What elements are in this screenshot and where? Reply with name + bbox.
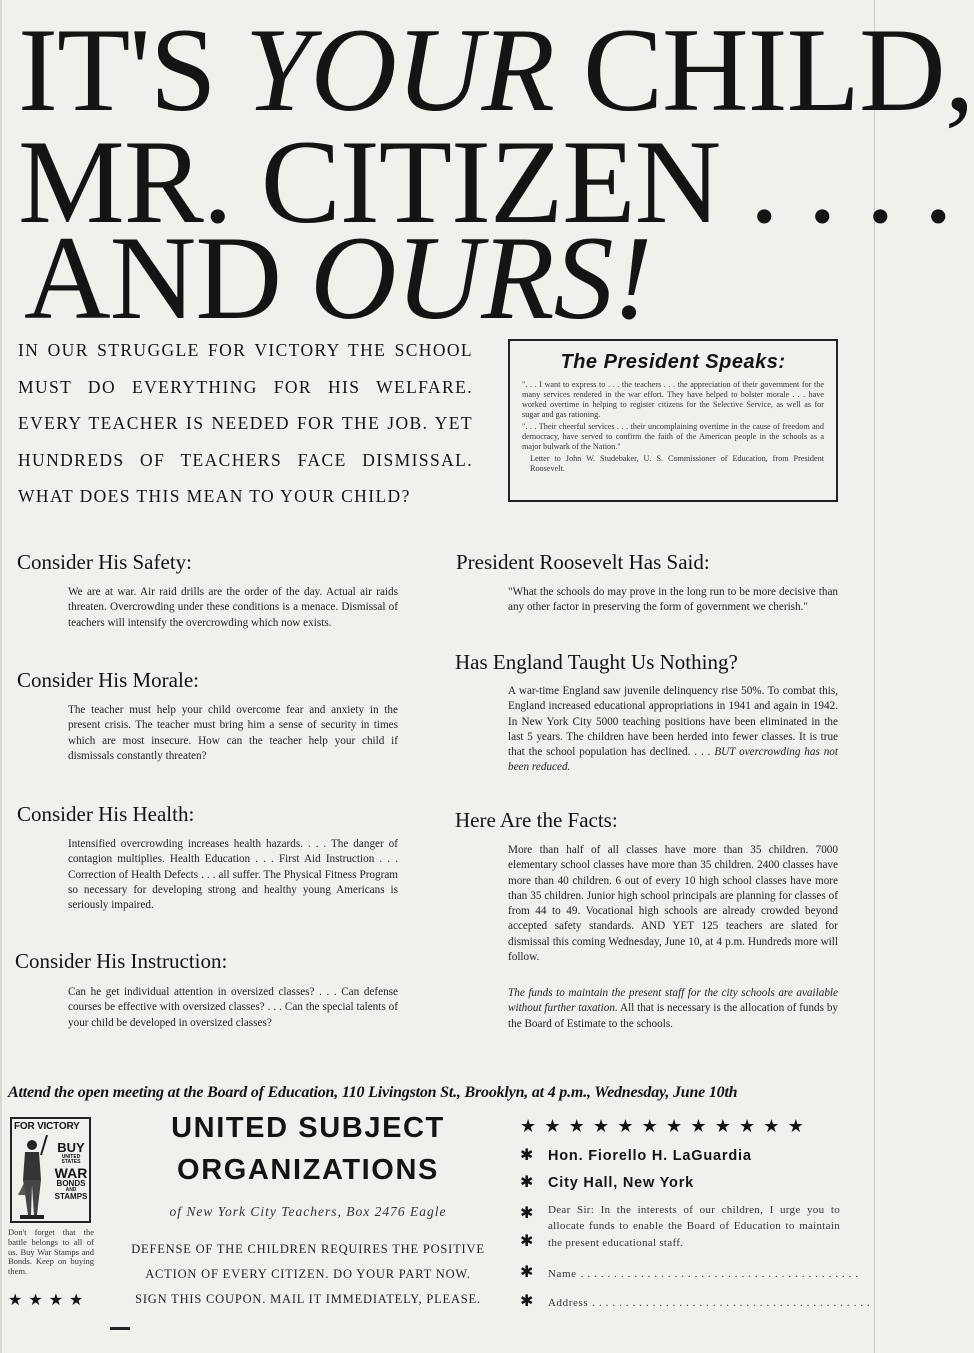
page-edge-left — [0, 0, 2, 1353]
divider-dash — [110, 1327, 130, 1330]
coupon-location: City Hall, New York — [548, 1175, 695, 1191]
section-body-health: Intensified overcrowding increases health hazards. . . . The danger of contagion multiplies. Health Education . . . First Aid Instruction . . . Correction of Health Defects . . . all suffer. The Physical Fitness Program so necessary for developing strong and healthy young Americans is seriously impaired. — [68, 838, 398, 912]
section-heading-england: Has England Taught Us Nothing? — [455, 650, 738, 674]
poster-and: AND — [65, 1187, 77, 1193]
section-heading-health: Consider His Health: — [17, 802, 195, 826]
coupon-address-label: Address — [548, 1297, 589, 1309]
coupon-addressee-row — [520, 1145, 752, 1165]
section-body-england — [508, 684, 838, 776]
intro-line: HUNDREDS OF TEACHERS FACE DISMISSAL. — [18, 449, 473, 470]
meeting-announcement: Attend the open meeting at the Board of Education, 110 Livingston St., Brooklyn, at 4 p.m., Wednesday, June 10th — [8, 1084, 738, 1101]
president-quote-attribution: Letter to John W. Studebaker, U. S. Commissioner of Education, from President Roosevelt. — [530, 454, 824, 473]
section-heading-morale: Consider His Morale: — [17, 668, 199, 692]
poster-war: WAR — [54, 1165, 88, 1181]
decorative-stars: ★★★★ — [8, 1292, 90, 1309]
defense-line-2: ACTION OF EVERY CITIZEN. DO YOUR PART NOW. — [145, 1267, 471, 1281]
headline-line-2: MR. CITIZEN . . . . — [18, 115, 953, 248]
poster-buy: BUY — [57, 1140, 85, 1155]
coupon-letter: Dear Sir: In the interests of our children, I urge you to allocate funds to enable the Board of Education to maintain the present educational staff. — [548, 1204, 840, 1249]
section-body-facts: More than half of all classes have more than 35 children. 7000 elementary school classes have more than 35 children. 2400 classes have more than 40 children. 6 out of every 10 high school classes have more than 35 children. Junior high school principals are planning for classes of from 44 to 49. Vocational high schools are already crowded beyond accepted safety standards. AND YET 125 teachers are slated for dismissal this coming Wednesday, June 10, at 4 p.m. Hundreds more will follow. — [508, 844, 838, 964]
org-name-line-1: UNITED SUBJECT — [171, 1112, 445, 1144]
funds-emphasis: The funds to maintain the present staff for the city schools are available without further taxation. — [508, 987, 838, 1015]
president-speaks-box — [508, 339, 838, 502]
intro-line: MUST DO EVERYTHING FOR HIS WELFARE. — [18, 376, 473, 397]
war-stamps-note: Don't forget that the battle belongs to all of us. Buy War Stamps and Bonds. Keep on buying them. — [8, 1227, 94, 1277]
poster-top-text: FOR VICTORY — [14, 1121, 80, 1132]
star-icon: ✱ — [520, 1293, 534, 1310]
president-quote: ". . . Their cheerful services . . . their uncomplaining overtime in the cause of freedom and democracy, have served to confirm the faith of the American people in the schools as a major bulwark of the Nation." — [522, 422, 824, 451]
poster-buy-block — [52, 1141, 90, 1201]
coupon-name-dots: . . . . . . . . . . . . . . . . . . . . . . . . . . . . . . . . . . . . . . . . . . — [580, 1268, 859, 1280]
intro-line: WHAT DOES THIS MEAN TO YOUR CHILD? — [18, 486, 411, 507]
poster-united-states: UNITED STATES — [61, 1154, 81, 1165]
funds-text: All that is necessary is the allocation of funds by the Board of Estimate to the schools. — [508, 1002, 839, 1030]
poster-stamps: STAMPS — [54, 1192, 88, 1201]
england-text: A war-time England saw juvenile delinquency rise 50%. To combat this, England increased educational appropriations in 1941 and again in 1942. In New York City 5000 teaching positions have been eliminated in the last 5 years. The children have been herded into fewer classes. It is true that the school population has declined. . . . — [508, 685, 838, 759]
coupon-address-field[interactable] — [520, 1291, 871, 1311]
minuteman-icon — [14, 1135, 50, 1221]
section-heading-safety: Consider His Safety: — [17, 550, 192, 574]
coupon-name-field[interactable] — [520, 1262, 859, 1282]
star-icon: ✱ — [520, 1264, 534, 1281]
section-body-morale: The teacher must help your child overcome fear and anxiety in the present crisis. The teacher must bring him a sense of security in times which are most insecure. How can the teacher help your child if dismissals constantly threaten? — [68, 704, 398, 762]
org-address: of New York City Teachers, Box 2476 Eagle — [169, 1204, 447, 1219]
headline-line-3 — [24, 211, 652, 344]
headline-emphasis: YOUR — [244, 3, 554, 136]
defense-line-3: SIGN THIS COUPON. MAIL IT IMMEDIATELY, PLEASE. — [135, 1292, 481, 1306]
section-body-instruction: Can he get individual attention in oversized classes? . . . Can defense courses be effective with oversized classes? . . . Can the special talents of your child be developed in oversized classes? — [68, 986, 398, 1029]
section-body-roosevelt: "What the schools do may prove in the long run to be more decisive than any other factor in preserving the form of government we cherish." — [508, 586, 838, 614]
star-icon: ✱ — [520, 1233, 534, 1250]
england-emphasis: BUT overcrowding has not been reduced. — [508, 746, 838, 774]
star-icon: ✱ — [520, 1174, 534, 1191]
star-icon: ✱ — [520, 1147, 534, 1164]
star-icon: ✱ — [520, 1205, 534, 1222]
coupon-stars: ★★★★★★★★★★★★ — [520, 1116, 813, 1136]
poster-bonds: BONDS — [56, 1179, 86, 1188]
section-heading-instruction: Consider His Instruction: — [15, 949, 228, 973]
section-heading-roosevelt: President Roosevelt Has Said: — [456, 550, 710, 574]
president-box-title: The President Speaks: — [560, 351, 786, 373]
section-body-funds — [508, 986, 838, 1032]
headline-text: CHILD, — [553, 3, 974, 136]
war-bonds-poster — [10, 1117, 91, 1223]
headline-text: AND — [24, 211, 310, 344]
org-name-line-2: ORGANIZATIONS — [177, 1154, 439, 1186]
defense-line-1: DEFENSE OF THE CHILDREN REQUIRES THE POSITIVE — [131, 1242, 485, 1256]
coupon-addressee: Hon. Fiorello H. LaGuardia — [548, 1148, 752, 1164]
headline-text: IT'S — [18, 3, 245, 136]
coupon-name-label: Name — [548, 1268, 577, 1280]
president-quote: ". . . I want to express to . . . the teachers . . . the appreciation of their government for the many services rendered in the war effort. They have helped to bolster morale . . . have worked overtime in helping to register citizens for the Selective Service, as well as for sugar and gas rationing. — [522, 380, 824, 419]
section-body-safety: We are at war. Air raid drills are the order of the day. Actual air raids threaten. Overcrowding under these conditions is a menace. Dismissal of teachers will intensify the overcrowding which now exists. — [68, 586, 398, 629]
section-heading-facts: Here Are the Facts: — [455, 808, 618, 832]
coupon-location-row — [520, 1172, 694, 1192]
headline-emphasis: OURS! — [309, 211, 652, 344]
headline-line-1 — [18, 3, 974, 136]
intro-line: EVERY TEACHER IS NEEDED FOR THE JOB. YET — [18, 413, 473, 434]
intro-line: IN OUR STRUGGLE FOR VICTORY THE SCHOOL — [18, 340, 473, 360]
coupon-address-dots: . . . . . . . . . . . . . . . . . . . . . . . . . . . . . . . . . . . . . . . . . . — [592, 1297, 871, 1309]
intro-paragraph — [18, 332, 473, 515]
